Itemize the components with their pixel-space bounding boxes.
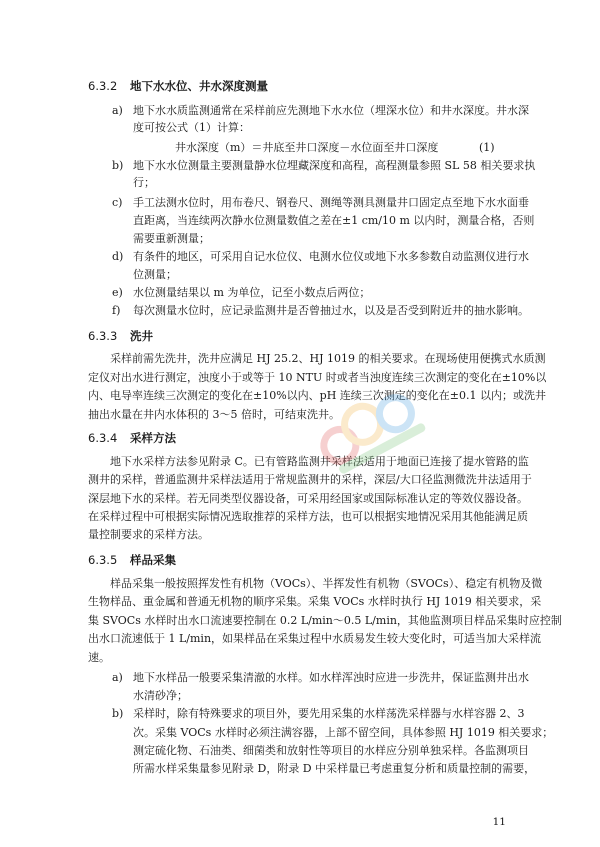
- list-label-e: e): [112, 286, 123, 299]
- list-label-a: a): [112, 671, 123, 684]
- paragraph-line: 深层地下水的采样。若无同类型仪器设备，可采用经国家或国际标准认定的等效仪器设备。: [88, 492, 528, 505]
- paragraph-line: 水位测量结果以 m 为单位，记至小数点后两位；: [133, 286, 371, 299]
- paragraph-line: 每次测量水位时，应记录监测井是否曾抽过水，以及是否受到附近井的抽水影响。: [133, 304, 529, 317]
- formula-text: 井水深度（m）＝井底至井口深度－水位面至井口深度: [175, 141, 439, 154]
- paragraph-line: 速。: [88, 651, 110, 664]
- paragraph-line: 量控制要求的采样方法。: [88, 528, 209, 541]
- paragraph-line: 所需水样采集量参见附录 D，附录 D 中采样量已考虑重复分析和质量控制的需要，: [133, 762, 536, 775]
- paragraph-line: 生物样品、重金属和普通无机物的顺序采集。采集 VOCs 水样时执行 HJ 1019 相关要求，采: [88, 595, 542, 608]
- paragraph-line: 度可按公式（1）计算：: [133, 121, 250, 134]
- paragraph-line: 行；: [133, 176, 155, 189]
- section-heading-6-3-2: 6.3.2 地下水水位、井水深度测量: [88, 79, 268, 93]
- section-heading-6-3-3: 6.3.3 洗井: [88, 329, 153, 343]
- paragraph-line: 样品采集一般按照挥发性有机物（VOCs）、半挥发性有机物（SVOCs）、稳定有机物及微: [110, 577, 543, 590]
- paragraph-line: 次。采集 VOCs 水样时必须注满容器，上部不留空间，具体参照 HJ 1019 相关要求；: [133, 726, 554, 739]
- paragraph-line: 位测量；: [133, 268, 177, 281]
- paragraph-line: 手工法测水位时，用布卷尺、钢卷尺、测绳等测具测量井口固定点至地下水水面垂: [133, 196, 529, 209]
- paragraph-line: 地下水采样方法参见附录 C。已有管路监测井采样法适用于地面已连接了提水管路的监: [110, 455, 529, 468]
- paragraph-line: 测井的采样，普通监测井采样法适用于常规监测井的采样，深层/大口径监测微洗井法适用于: [88, 473, 532, 486]
- paragraph-line: 定仪对出水进行测定，浊度小于或等于 10 NTU 时或者当浊度连续三次测定的变化在±10%以: [88, 371, 547, 384]
- paragraph-line: 采样前需先洗井，洗井应满足 HJ 25.2、HJ 1019 的相关要求。在现场使用便携式水质测: [110, 352, 546, 365]
- section-heading-6-3-5: 6.3.5 样品采集: [88, 553, 176, 567]
- list-label-b: b): [112, 159, 124, 172]
- formula-number: (1): [479, 141, 495, 154]
- paragraph-line: 集 SVOCs 水样时出水口流速要控制在 0.2 L/min～0.5 L/min，其他监测项目样品采集时应控制: [88, 614, 562, 627]
- paragraph-line: 直距离，当连续两次静水位测量数值之差在±1 cm/10 m 以内时，测量合格，否则: [133, 214, 535, 227]
- paragraph-line: 出水口流速低于 1 L/min，如果样品在采集过程中水质易发生较大变化时，可适当加大采样流: [88, 632, 542, 645]
- paragraph-line: 抽出水量在井内水体积的 3～5 倍时，可结束洗井。: [88, 408, 340, 421]
- page-number: 11: [492, 816, 506, 828]
- paragraph-line: 需要重新测量；: [133, 232, 210, 245]
- paragraph-line: 内、电导率连续三次测定的变化在±10%以内、pH 连续三次测定的变化在±0.1 以内；或洗井: [88, 389, 547, 402]
- paragraph-line: 地下水样品一般要采集清澈的水样。如水样浑浊时应进一步洗井，保证监测井出水: [133, 671, 529, 684]
- paragraph-line: 有条件的地区，可采用自记水位仪、电测水位仪或地下水多参数自动监测仪进行水: [133, 250, 529, 263]
- list-label-f: f): [112, 304, 121, 317]
- list-label-d: d): [112, 250, 124, 263]
- paragraph-line: 在采样过程中可根据实际情况选取推荐的采样方法，也可以根据实地情况采用其他能满足质: [88, 510, 528, 523]
- watermark-ring: [338, 400, 387, 449]
- list-label-c: c): [112, 196, 123, 209]
- paragraph-line: 地下水水质监测通常在采样前应先测地下水水位（埋深水位）和井水深度。井水深: [133, 104, 529, 117]
- paragraph-line: 水清砂净；: [133, 689, 188, 702]
- paragraph-line: 测定硫化物、石油类、细菌类和放射性等项目的水样应分别单独采样。各监测项目: [133, 744, 529, 757]
- paragraph-line: 地下水水位测量主要测量静水位埋藏深度和高程，高程测量参照 SL 58 相关要求执: [133, 159, 536, 172]
- paragraph-line: 采样时，除有特殊要求的项目外，要先用采集的水样荡洗采样器与水样容器 2、3: [133, 707, 525, 720]
- list-label-b: b): [112, 707, 124, 720]
- section-heading-6-3-4: 6.3.4 采样方法: [88, 431, 176, 445]
- list-label-a: a): [112, 104, 123, 117]
